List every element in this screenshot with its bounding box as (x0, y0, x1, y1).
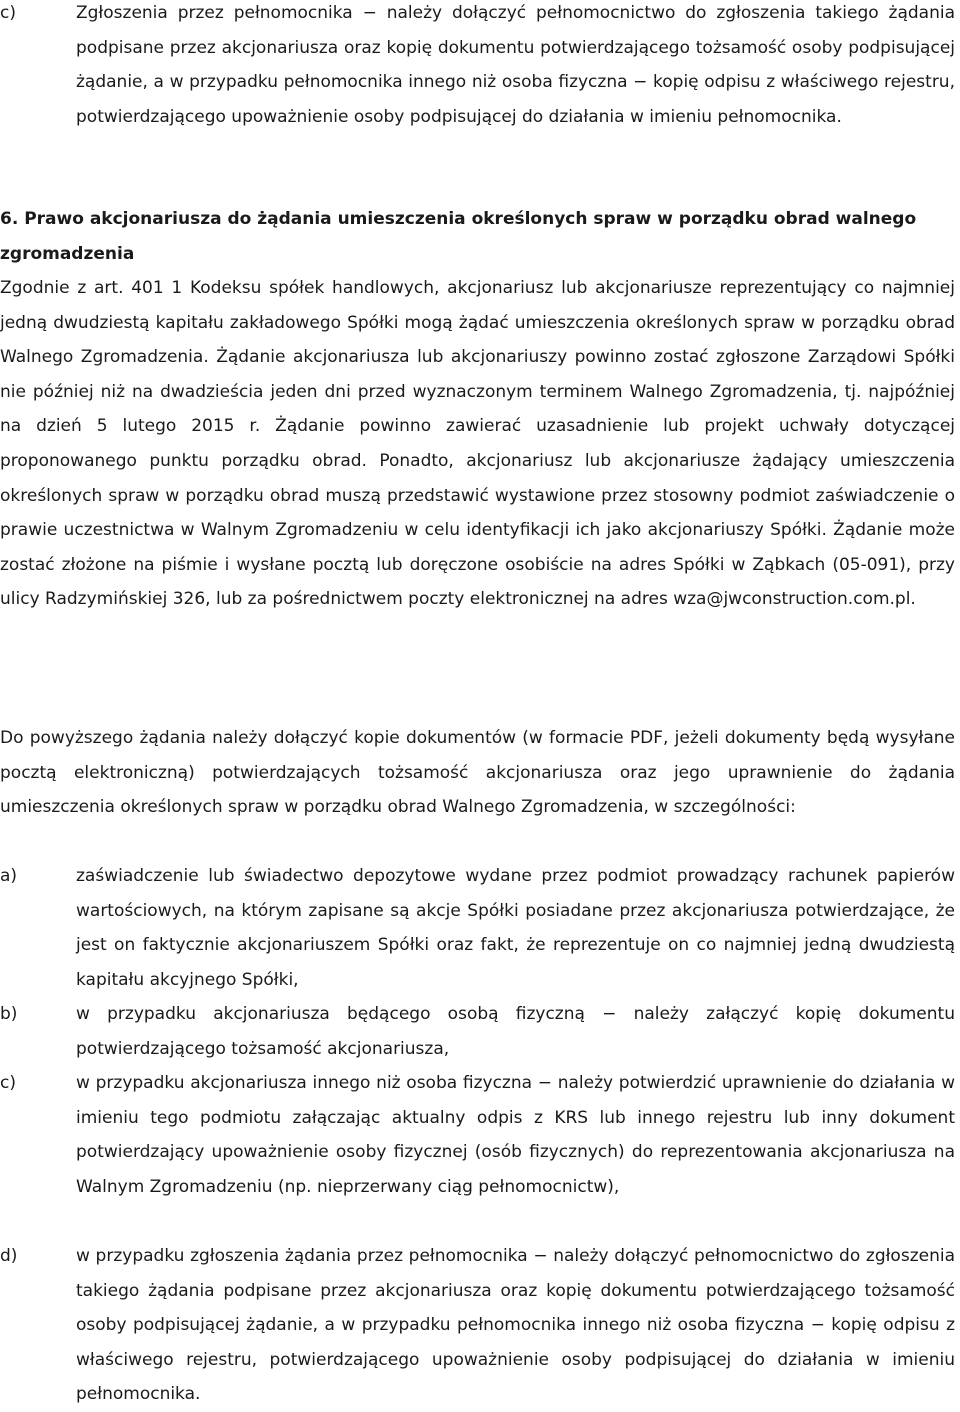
list-marker: d) (0, 1246, 18, 1266)
section-body-paragraph: Zgodnie z art. 401 1 Kodeksu spółek handlowych, akcjonariusz lub akcjonariusze reprezentujący co najmniej jedną dwudziestą kapitału zakładowego Spółki mogą żądać umieszczenia określonych spraw w porządku obrad Walnego Zgromadzenia. Żądanie akcjonariusza lub akcjonariuszy powinno zostać zgłoszone Zarządowi Spółki nie później niż na dwadzieścia jeden dni przed wyznaczonym terminem Walnego Zgromadzenia, tj. najpóźniej na dzień 5 lutego 2015 r. Żądanie powinno zawierać uzasadnienie lub projekt uchwały dotyczącej proponowanego punktu porządku obrad. Ponadto, akcjonariusz lub akcjonariusze żądający umieszczenia określonych spraw w porządku obrad muszą przedstawić wystawione przez stosowny podmiot zaświadczenie o prawie uczestnictwa w Walnym Zgromadzeniu w celu identyfikacji ich jako akcjonariuszy Spółki. Żądanie może zostać złożone na piśmie i wysłane pocztą lub doręczone osobiście na adres Spółki w Ząbkach (05-091), przy ulicy Radzymińskiej 326, lub za pośrednictwem poczty elektronicznej na adres wza@jwconstruction.com.pl. (0, 278, 955, 610)
list-marker: b) (0, 1004, 18, 1024)
list-marker: c) (0, 1073, 16, 1093)
list-item-c-top (0, 0, 955, 134)
list-marker: a) (0, 866, 18, 886)
list-item-c (0, 1066, 955, 1204)
list-item-d (0, 1239, 955, 1412)
list-item-text: Zgłoszenia przez pełnomocnika − należy dołączyć pełnomocnictwo do zgłoszenia takiego żądania podpisane przez akcjonariusza oraz kopię dokumentu potwierdzającego tożsamość osoby podpisującej żądanie, a w przypadku pełnomocnika innego niż osoba fizyczna − kopię odpisu z właściwego rejestru, potwierdzającego upoważnienie osoby podpisującej do działania w imieniu pełnomocnika. (76, 3, 955, 127)
list-item-text: w przypadku zgłoszenia żądania przez pełnomocnika − należy dołączyć pełnomocnictwo do zgłoszenia takiego żądania podpisane przez akcjonariusza oraz kopię dokumentu potwierdzającego tożsamość osoby podpisującej żądanie, a w przypadku pełnomocnika innego niż osoba fizyczna − kopię odpisu z właściwego rejestru, potwierdzającego upoważnienie osoby podpisującej do działania w imieniu pełnomocnika. (76, 1246, 955, 1405)
intro-paragraph: Do powyższego żądania należy dołączyć kopie dokumentów (w formacie PDF, jeżeli dokumenty będą wysyłane pocztą elektroniczną) potwierdzających tożsamość akcjonariusza oraz jego uprawnienie do żądania umieszczenia określonych spraw w porządku obrad Walnego Zgromadzenia, w szczególności: (0, 728, 955, 818)
list-item-a (0, 859, 955, 997)
list-item-b (0, 997, 955, 1066)
list-marker: c) (0, 3, 16, 23)
list-item-text: w przypadku akcjonariusza innego niż osoba fizyczna − należy potwierdzić uprawnienie do działania w imieniu tego podmiotu załączając aktualny odpis z KRS lub innego rejestru lub inny dokument potwierdzający upoważnienie osoby fizycznej (osób fizycznych) do reprezentowania akcjonariusza na Walnym Zgromadzeniu (np. nieprzerwany ciąg pełnomocnictw), (76, 1073, 955, 1197)
list-item-text: w przypadku akcjonariusza będącego osobą fizyczną − należy załączyć kopię dokumentu potwierdzającego tożsamość akcjonariusza, (76, 1004, 955, 1059)
section-heading: 6. Prawo akcjonariusza do żądania umieszczenia określonych spraw w porządku obrad walnego zgromadzenia (0, 209, 917, 264)
list-item-text: zaświadczenie lub świadectwo depozytowe wydane przez podmiot prowadzący rachunek papierów wartościowych, na którym zapisane są akcje Spółki posiadane przez akcjonariusza potwierdzające, że jest on faktycznie akcjonariuszem Spółki oraz fakt, że reprezentuje on co najmniej jedną dwudziestą kapitału akcyjnego Spółki, (76, 866, 955, 990)
